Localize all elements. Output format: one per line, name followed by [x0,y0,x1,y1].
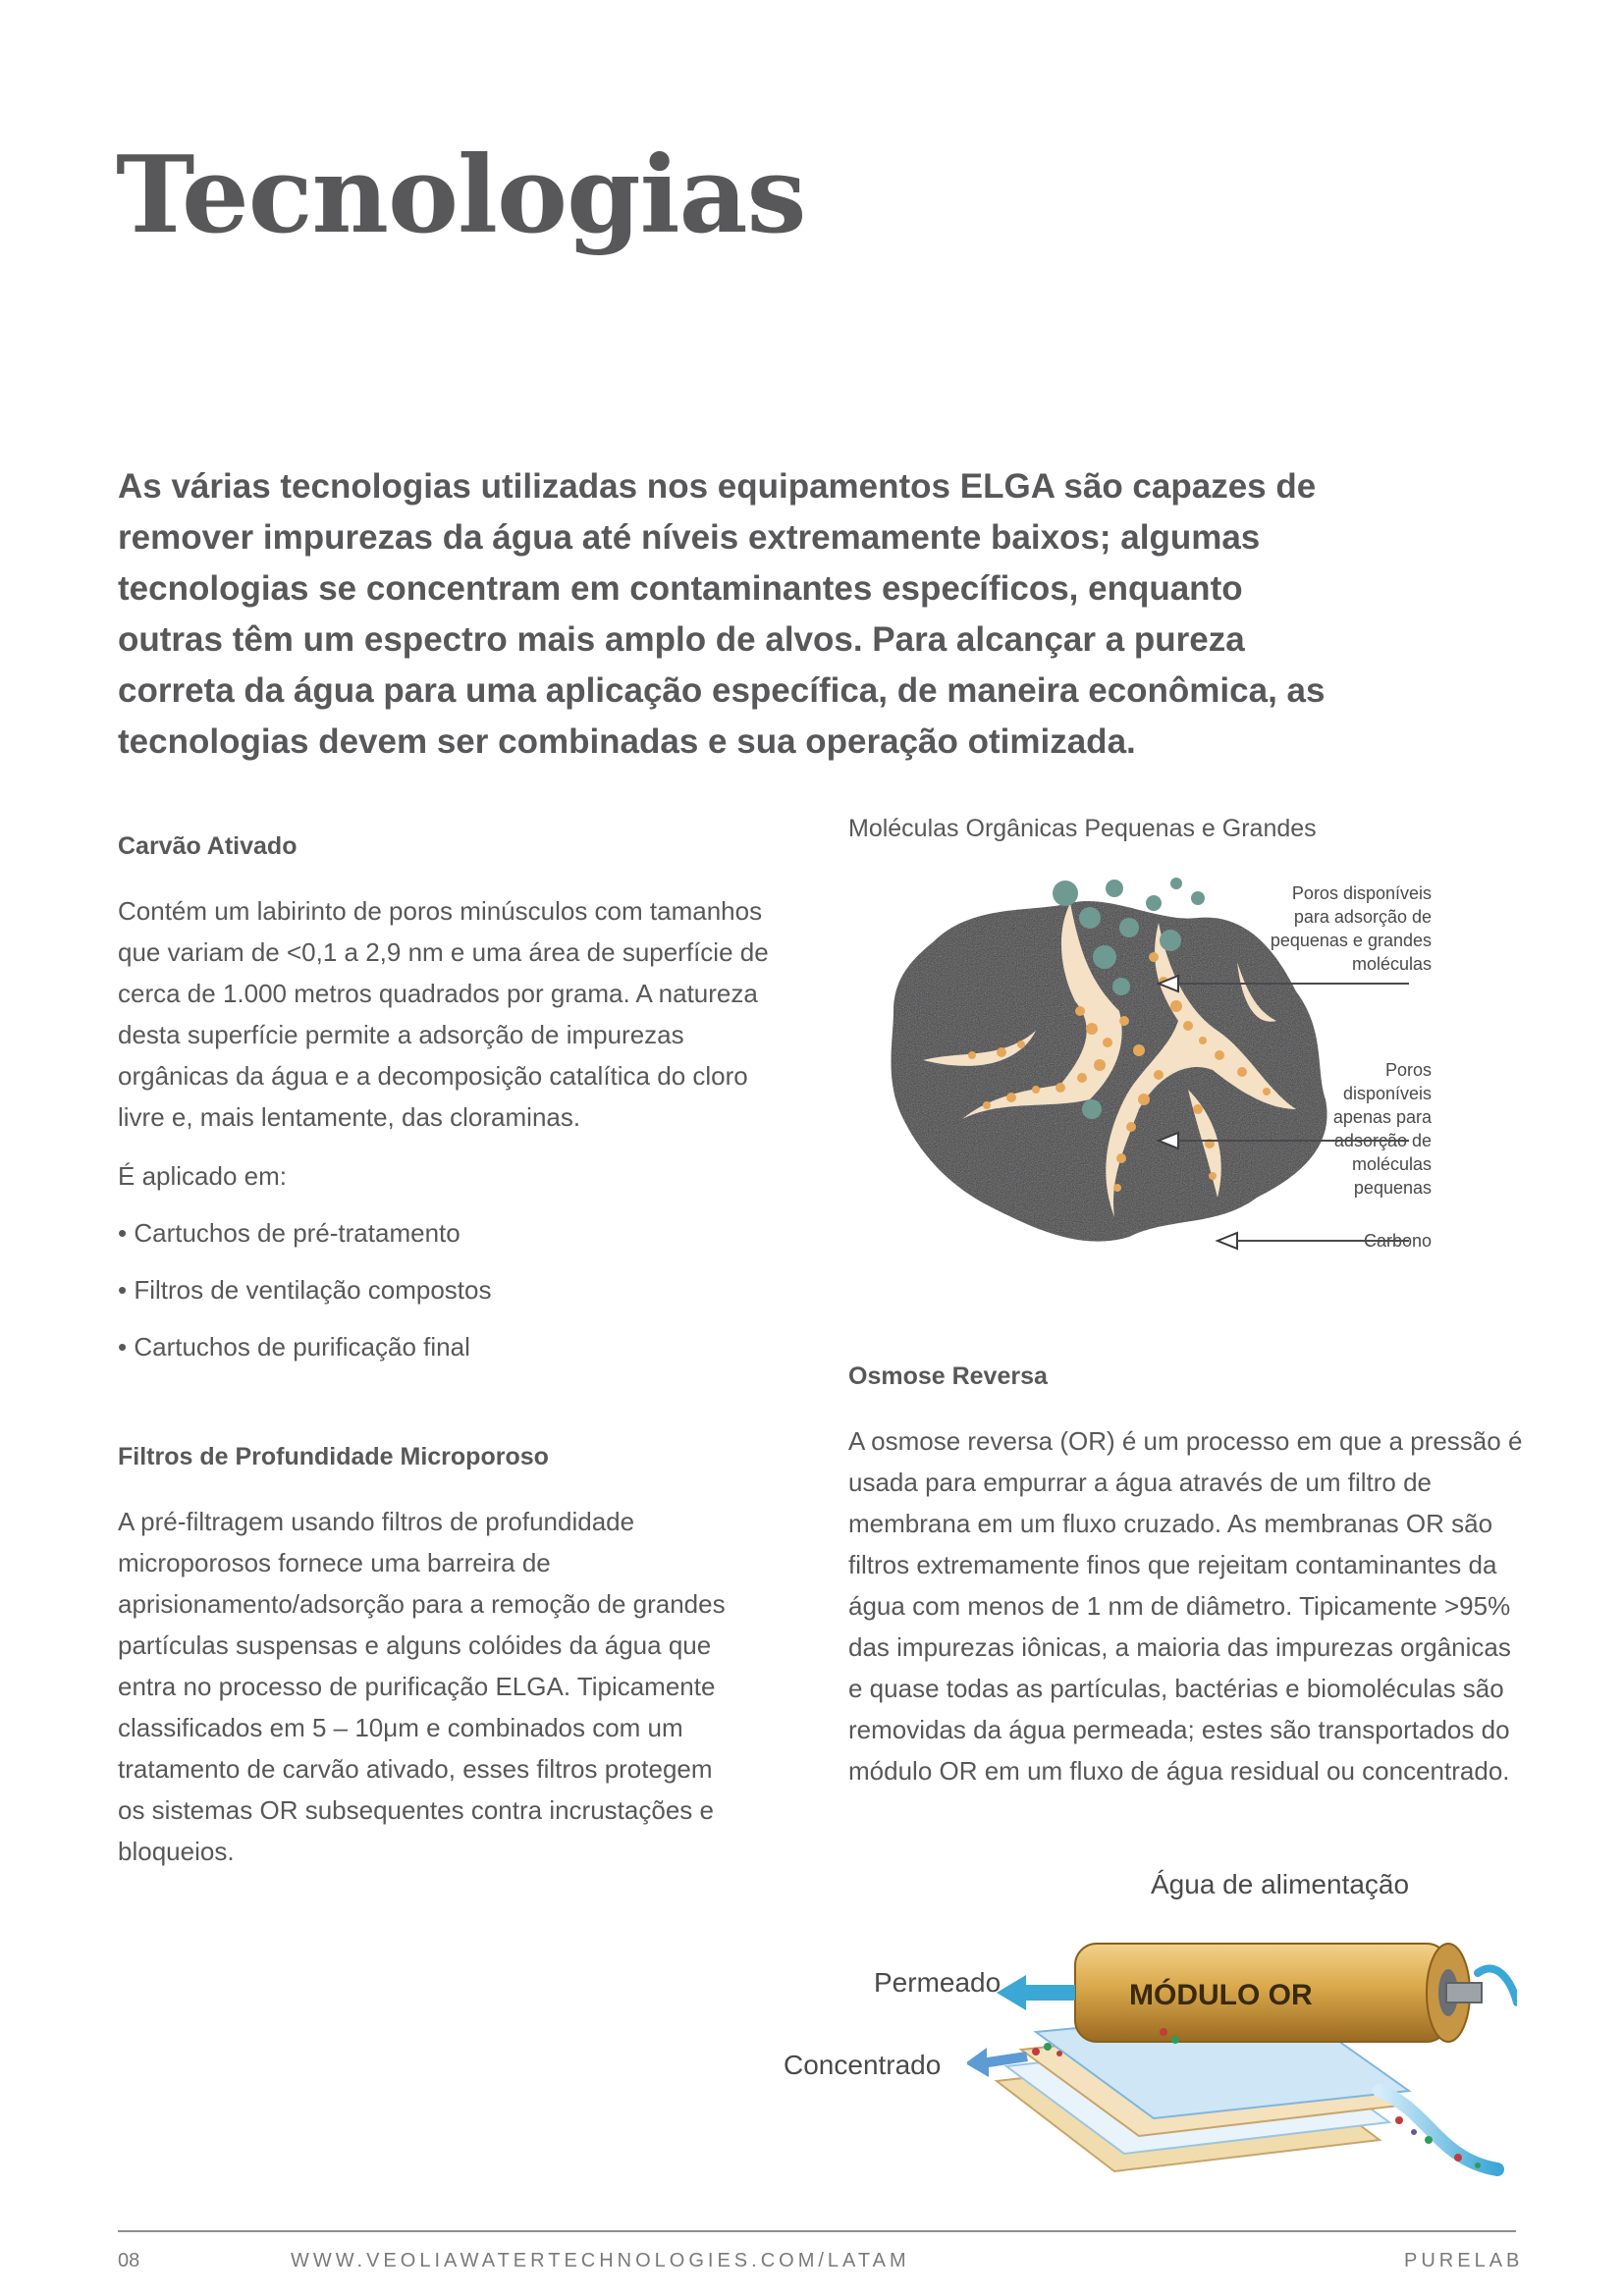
feed-flow-curve [1380,2091,1497,2169]
osmose-heading: Osmose Reversa [848,1362,1048,1390]
footer-url[interactable]: WWW.VEOLIAWATERTECHNOLOGIES.COM/LATAM [291,2250,910,2271]
callout-carbon: Carbono [1363,1231,1432,1251]
concentrate-label: Concentrado [784,2050,942,2080]
feed-label: Água de alimentação [1151,1869,1410,1899]
or-module-label: MÓDULO OR [1129,1979,1313,2011]
bullet-item: • Filtros de ventilação compostos [118,1269,776,1310]
bullet-item: • Cartuchos de pré-tratamento [118,1212,776,1254]
page-title: Tecnologias [116,133,806,257]
carvao-bullet-list [118,1212,776,1367]
callout-large-and-small: Poros disponíveis para adsorção de pequenas e grandes moléculas [1270,883,1432,974]
filtros-section [118,1443,746,1872]
carvao-applied-label: É aplicado em: [118,1161,287,1191]
carvao-heading: Carvão Ativado [118,832,298,860]
bullet-item: • Cartuchos de purificação final [118,1326,776,1367]
footer-brand: PURELAB [1404,2250,1524,2271]
osmose-section [848,1362,1526,1791]
callout-small-only: Poros disponíveis apenas para adsorção de moléculas pequenas [1332,1060,1432,1198]
carvao-section [118,832,776,1383]
footer-divider [118,2230,1516,2232]
osmose-body: A osmose reversa (OR) é um processo em que a pressão é usada para empurrar a água através de um filtro de membrana em um fluxo cruzado. As membranas OR são filtros extremamente finos que rejeitam contaminantes da água com menos de 1 nm de diâmetro. Tipicamente >95% das impurezas iônicas, a maioria das impurezas orgânicas e quase todas as partículas, bactérias e biomoléculas são removidas da água permeada; estes são transportados do módulo OR em um fluxo de água residual ou concentrado. [848,1426,1523,1786]
filtros-heading: Filtros de Profundidade Microporoso [118,1443,549,1470]
filtros-body: A pré-filtragem usando filtros de profundidade microporosos fornece uma barreira de aprisionamento/adsorção para a remoção de grandes partículas suspensas e alguns colóides da água que entra no processo de purificação ELGA. Tipicamente classificados em 5 – 10μm e combinados com um tratamento de carvão ativado, esses filtros protegem os sistemas OR subsequentes contra incrustações e bloqueios. [118,1507,726,1866]
intro-paragraph: As várias tecnologias utilizadas nos equipamentos ELGA são capazes de remover impurezas da água até níveis extremamente baixos; algumas tecnologias se concentram em contaminantes específicos, enquanto outras têm um espectro mais amplo de alvos. Para alcançar a pureza correta da água para uma aplicação específica, de maneira econômica, as tecnologias devem ser combinadas e sua operação otimizada. [118,467,1326,761]
carvao-body: Contém um labirinto de poros minúsculos com tamanhos que variam de <0,1 a 2,9 nm e uma área de superfície de cerca de 1.000 metros quadrados por grama. A natureza desta superfície permite a adsorção de impurezas orgânicas da água e a decomposição catalítica do cloro livre e, mais lentamente, das cloraminas. [118,896,769,1132]
ro-module-illustration [967,1914,1517,2179]
permeate-arrow [997,1975,1075,2010]
carbon-figure-caption: Moléculas Orgânicas Pequenas e Grandes [848,815,1317,842]
permeate-label: Permeado [874,1967,1001,1998]
inlet-flow-curve [1478,1968,1517,2002]
center-tube [1446,1983,1482,2002]
page-number: 08 [118,2250,140,2271]
